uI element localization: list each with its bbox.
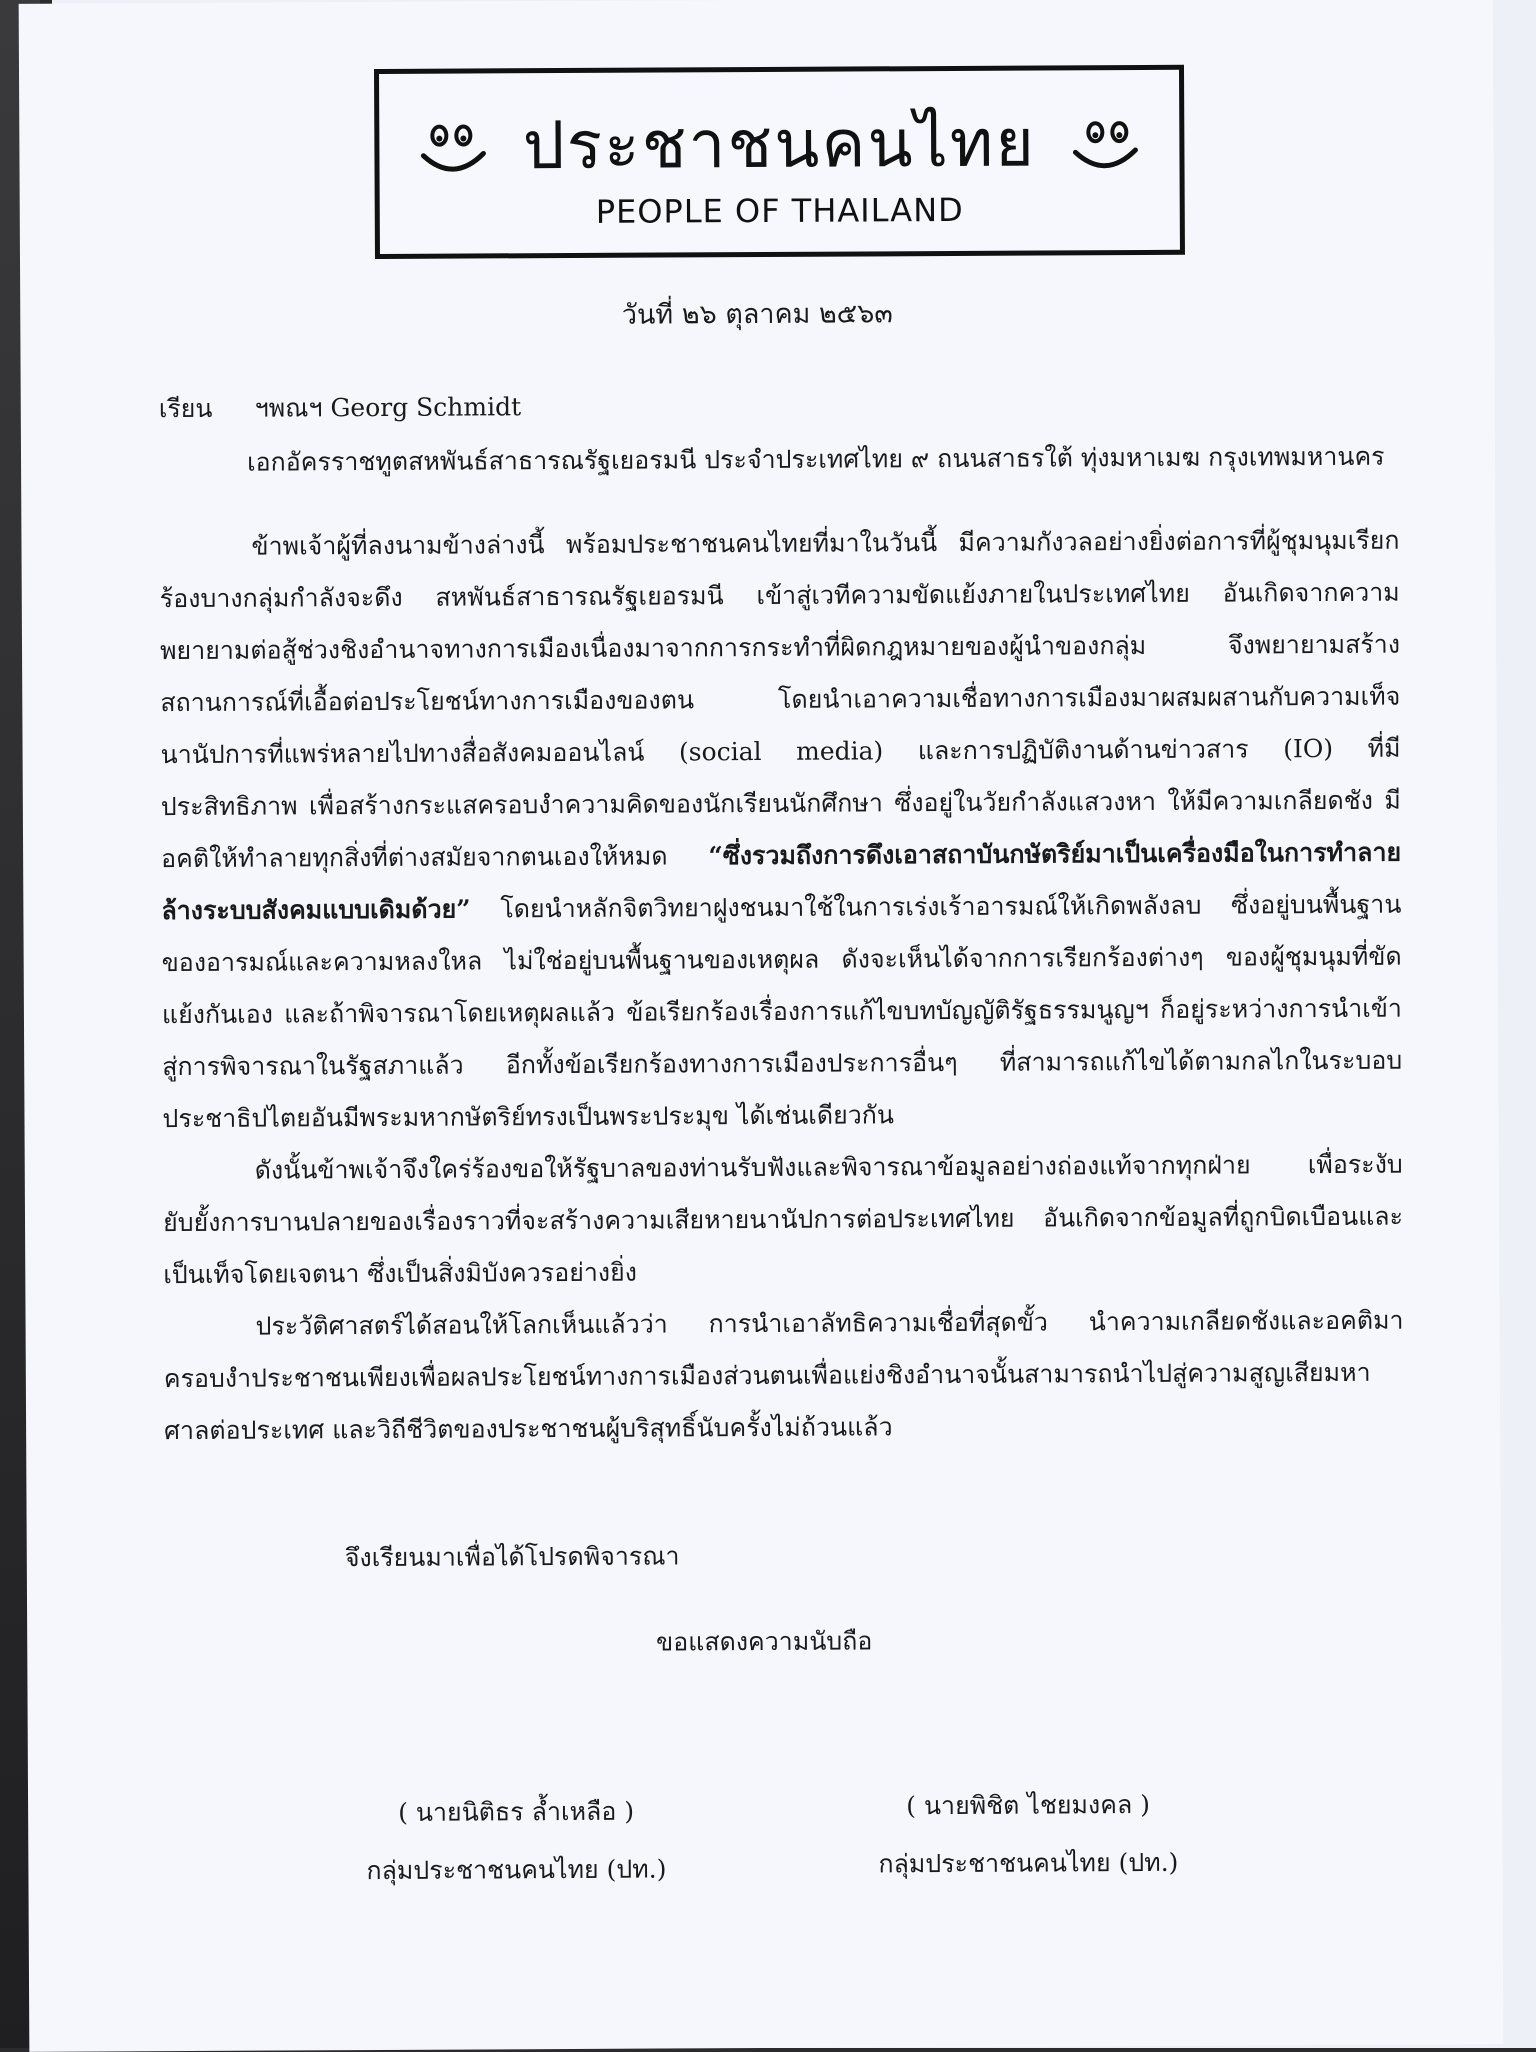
logo-english-name: PEOPLE OF THAILAND bbox=[595, 190, 964, 231]
letter-date: วันที่ ๒๖ ตุลาคม ๒๕๖๓ bbox=[621, 298, 893, 331]
body-paragraph-1 bbox=[159, 515, 1402, 1145]
salutation bbox=[159, 387, 522, 429]
body-paragraph-2: ดังนั้นข้าพเจ้าจึงใคร่ร้องขอให้รัฐบาลของท่านรับฟังและพิจารณาข้อมูลอย่างถ่องแท้จากทุกฝ่าย เพื่อระงับยับยั้งการบานปลายของเรื่องราวที่จะสร้างความเสียหายนานัปการต่อประเทศไทย อันเกิดจากข้อมูลที่ถูกบิดเบือนและเป็นเท็จโดยเจตนา ซึ่งเป็นสิ่งมิบังควรอย่างยิ่ง bbox=[162, 1149, 1404, 1290]
closing-regards: ขอแสดงความนับถือ bbox=[656, 1626, 873, 1657]
emphasized-quote: “ซึ่งรวมถึงการดึงเอาสถาบันกษัตริย์มาเป็นเครื่องมือในการทำลายล้างระบบสังคมแบบเดิมด้วย” bbox=[161, 837, 1402, 926]
recipient-title: เอกอัครราชทูตสหพันธ์สาธารณรัฐเยอรมนี ประจำประเทศไทย ๙ ถนนสาธรใต้ ทุ่งมหาเมฆ กรุงเทพมหานคร bbox=[246, 441, 1385, 477]
signatory-name: ( นายพิชิต ไชยมงคล ) bbox=[906, 1789, 1151, 1821]
signature-block-left bbox=[306, 1782, 727, 1900]
recipient-name: ฯพณฯ Georg Schmidt bbox=[254, 392, 522, 423]
logo-thai-name: ประชาชนคนไทย bbox=[522, 104, 1037, 185]
body-paragraph-3: ประวัติศาสตร์ได้สอนให้โลกเห็นแล้วว่า การนำเอาลัทธิความเชื่อที่สุดขั้ว นำความเกลียดชังและอคติมาครอบงำประชาชนเพียงเพื่อผลประโยชน์ทางการเมืองส่วนตนเพื่อแย่งชิงอำนาจนั้นสามารถนำไปสู่ความสูญเสียมหาศาลต่อประเทศ และวิถีชีวิตของประชาชนผู้บริสุทธิ์นับครั้งไม่ถ้วนแล้ว bbox=[163, 1305, 1404, 1446]
salutation-label: เรียน bbox=[158, 393, 213, 424]
letter-body bbox=[159, 515, 1404, 1457]
letter-page bbox=[19, 0, 1504, 2052]
signature-block-right bbox=[818, 1776, 1239, 1894]
paragraph-text: ข้าพเจ้าผู้ที่ลงนามข้างล่างนี้ พร้อมประชาชนคนไทยที่มาในวันนี้ มีความกังวลอย่างยิ่งต่อการที่ผู้ชุมนุมเรียกร้องบางกลุ่มกำลังจะดึง สหพันธ์สาธารณรัฐเยอรมนี เข้าสู่เวทีความขัดแย้งภายในประเทศไทย อันเกิดจากความพยายามต่อสู้ช่วงชิงอำนาจทางการเมืองเนื่องมาจากการกระทำที่ผิดกฎหมายของผู้นำของกลุ่ม จึงพยายามสร้างสถานการณ์ที่เอื้อต่อประโยชน์ทางการเมืองของตน โดยนำเอาความเชื่อทางการเมืองมาผสมผสานกับความเท็จนานัปการที่แพร่หลายไปทางสื่อสังคมออนไลน์ (social media) และการปฏิบัติงานด้านข่าวสาร (IO) ที่มีประสิทธิภาพ เพื่อสร้างกระแสครอบงำความคิดของนักเรียนนักศึกษา ซึ่งอยู่ในวัยกำลังแสวงหา ให้มีความเกลียดชัง มีอคติให้ทำลายทุกสิ่งที่ต่างสมัยจากตนเองให้หมด bbox=[159, 525, 1401, 874]
signatory-name: ( นายนิติธร ล้ำเหลือ ) bbox=[398, 1796, 635, 1827]
smiley-icon bbox=[1069, 110, 1141, 182]
logo-box bbox=[374, 65, 1185, 259]
closing-request: จึงเรียนมาเพื่อได้โปรดพิจารณา bbox=[344, 1541, 680, 1573]
paragraph-text: โดยนำหลักจิตวิทยาฝูงชนมาใช้ในการเร่งเร้าอารมณ์ให้เกิดพลังลบ ซึ่งอยู่บนพื้นฐานของอารมณ์และความหลงใหล ไม่ใช่อยู่บนพื้นฐานของเหตุผล ดังจะเห็นได้จากการเรียกร้องต่างๆ ของผู้ชุมนุมที่ขัดแย้งกันเอง และถ้าพิจารณาโดยเหตุผลแล้ว ข้อเรียกร้องเรื่องการแก้ไขบทบัญญัติรัฐธรรมนูญฯ ก็อยู่ระหว่างการนำเข้าสู่การพิจารณาในรัฐสภาแล้ว อีกทั้งข้อเรียกร้องทางการเมืองประการอื่นๆ ที่สามารถแก้ไขได้ตามกลไกในระบอบประชาธิปไตยอันมีพระมหากษัตริย์ทรงเป็นพระประมุข ได้เช่นเดียวกัน bbox=[161, 889, 1403, 1134]
signatory-group: กลุ่มประชาชนคนไทย (ปท.) bbox=[366, 1854, 667, 1886]
signatory-group: กลุ่มประชาชนคนไทย (ปท.) bbox=[878, 1847, 1179, 1879]
